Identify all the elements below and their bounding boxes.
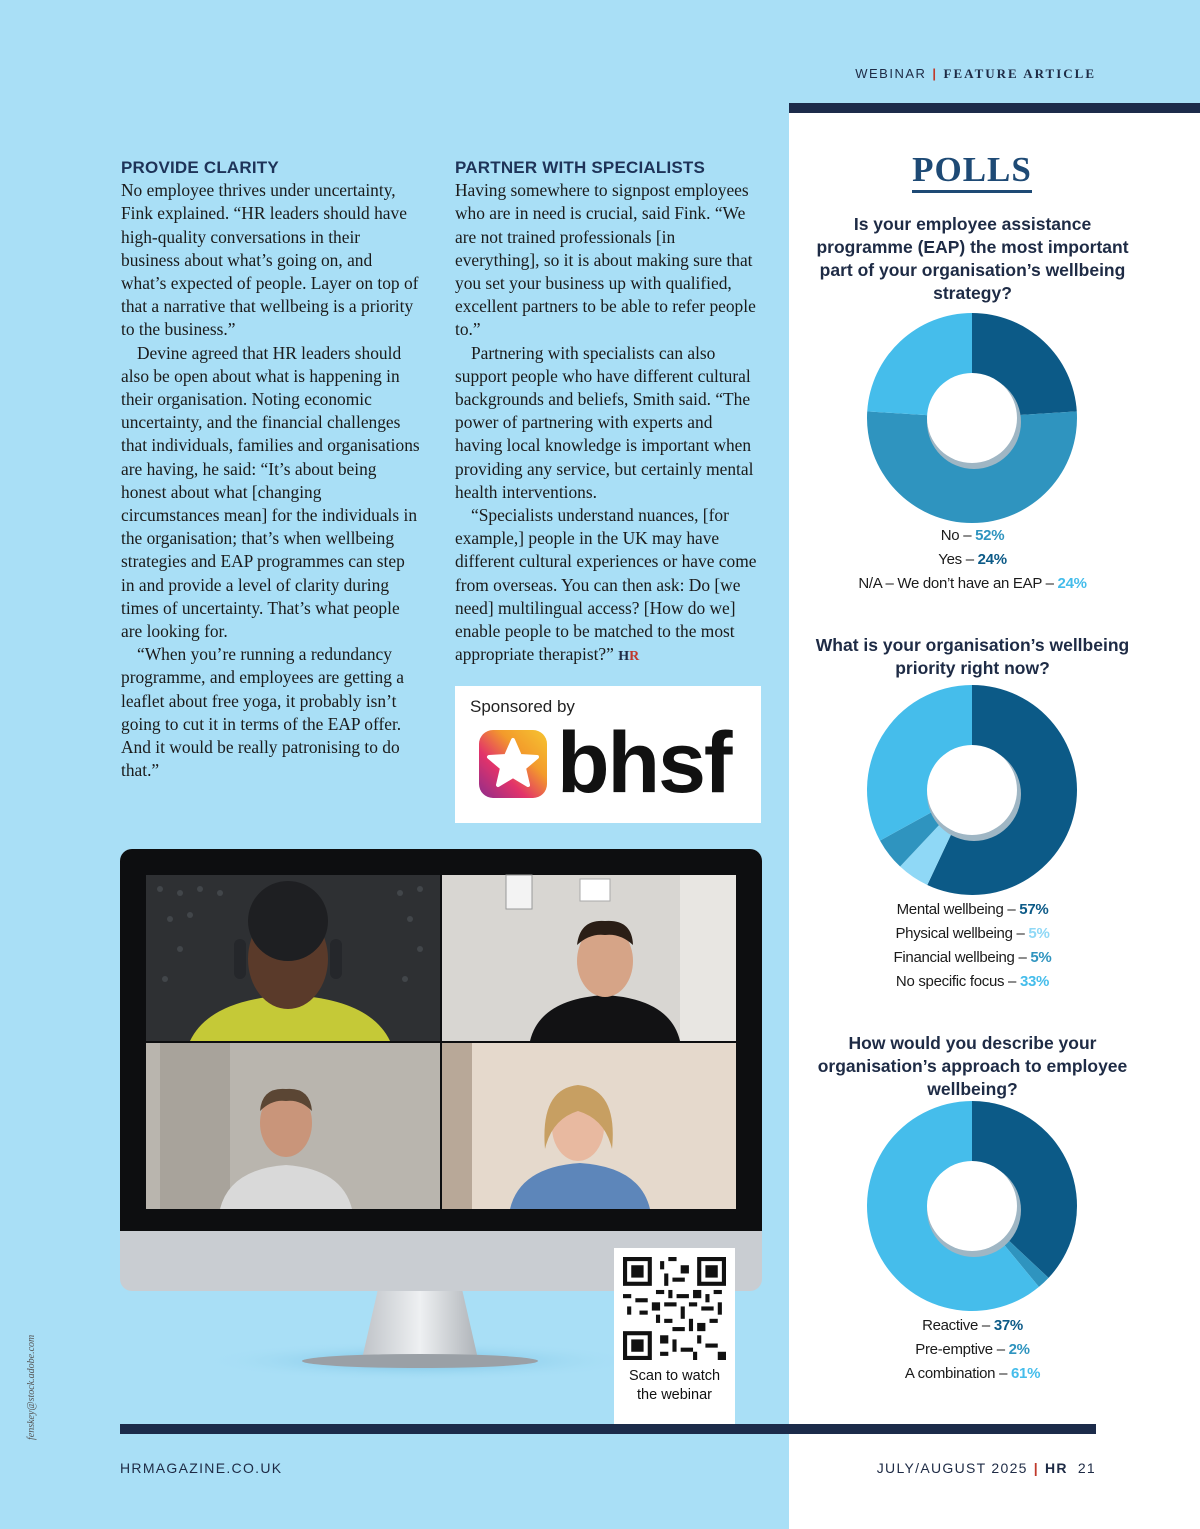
legend-value: 5% [1030,949,1052,966]
section-heading: PROVIDE CLARITY [121,158,279,177]
legend-value: 52% [975,527,1005,544]
legend-item: Yes – 24% [938,551,1007,568]
end-mark-r: R [629,649,640,665]
sponsor-brand: bhsf [557,715,731,811]
legend-value: 5% [1028,925,1050,942]
legend-value: 24% [977,551,1007,568]
poll-question: How would you describe your organisation’s approach to employee wellbeing? [817,1033,1128,1099]
section-header [855,66,1096,82]
legend-value: 37% [993,1317,1023,1334]
section-heading: PARTNER WITH SPECIALISTS [455,158,706,177]
legend-value: 61% [1010,1365,1041,1382]
legend-value: 57% [1019,901,1049,918]
poll-question: Is your employee assistance programme (EAP) the most important part of your organisation’s wellbeing strategy? [816,214,1129,303]
feature-label: FEATURE ARTICLE [943,66,1096,81]
legend-item: No – 52% [940,527,1005,544]
legend-item: Mental wellbeing – 57% [896,901,1049,918]
page-number: 21 [1077,1460,1096,1476]
legend-value: 2% [1008,1341,1030,1358]
qr-code-icon[interactable] [623,1257,726,1360]
legend-item: Physical wellbeing – 5% [895,925,1050,942]
donut-hole [927,1161,1017,1251]
poll-donut-chart [864,682,1080,898]
donut-hole [927,745,1017,835]
poll-donut-chart [864,310,1080,526]
footer-site-link[interactable]: HRMAGAZINE.CO.UK [120,1460,283,1476]
footer-rule [120,1424,1096,1434]
legend-item: Pre-emptive – 2% [915,1341,1030,1358]
footer-separator: | [1033,1460,1039,1476]
legend-item: N/A – We don’t have an EAP – 24% [858,575,1087,592]
paragraph: Devine agreed that HR leaders should also be open about what is happening in their organisation. Noting economic uncertainty, and the financial challenges that individuals, families and organisations are having, he said: “It’s about being honest about what [changing circumstances mean] for the individuals in the organisation; that’s when wellbeing strategies and EAP programmes can step in and provide a level of clarity during times of uncertainty. That’s what people are looking for. [121,342,420,642]
legend-item: No specific focus – 33% [895,973,1050,990]
qr-box[interactable] [614,1248,735,1424]
legend-value: 33% [1019,973,1050,990]
legend-item: Financial wellbeing – 5% [893,949,1052,966]
article-column-1 [121,156,421,782]
donut-hole [927,373,1017,463]
issue-date: JULY/AUGUST 2025 [876,1460,1028,1476]
qr-caption-line: the webinar [637,1387,712,1403]
sponsor-box[interactable] [455,686,761,823]
section-label: WEBINAR [855,66,927,81]
paragraph: “When you’re running a redundancy programme, and employees are getting a leaflet about free yoga, it probably isn’t going to cut it in terms of the EAP offer. And it would be really patronising to do that.” [121,644,404,781]
poll-legend [815,898,1130,994]
article-column-2 [455,156,763,668]
legend-value: 24% [1057,575,1087,592]
poll-legend [815,1314,1130,1386]
legend-item: Reactive – 37% [922,1317,1023,1334]
footer-issue [877,1460,1096,1476]
end-mark-h: H [618,649,630,665]
paragraph [455,504,763,668]
sponsor-label: Sponsored by [470,697,575,716]
legend-item: A combination – 61% [904,1365,1041,1382]
header-separator: | [932,66,938,81]
poll-legend [815,524,1130,596]
bhsf-star-icon [479,730,547,803]
polls-title: POLLS [789,150,1155,190]
paragraph: Having somewhere to signpost employees who are in need is crucial, said Fink. “We are not trained professionals [in everything], so it is about making sure that you set your business up with qualified, excellent partners to be able to refer people to.” [455,180,756,340]
footer-brand: HR [1044,1460,1068,1476]
sidebar-top-rule [789,103,1200,113]
qr-caption-line: Scan to watch [628,1368,721,1384]
poll-donut-chart [864,1098,1080,1314]
photo-credit: fenskey@stock.adobe.com [26,1334,37,1440]
paragraph-text: “Specialists understand nuances, [for example,] people in the UK may have different cultural experiences or have come from overseas. You can then ask: Do [we need] multilingual access? [How do we] enable people to be matched to the most appropriate therapist?” [455,505,757,665]
paragraph: Partnering with specialists can also support people who have different cultural backgrounds and beliefs, Smith said. “The power of partnering with experts and having local knowledge is important when providing any service, but certainly mental health interventions. [455,342,754,502]
paragraph: No employee thrives under uncertainty, Fink explained. “HR leaders should have high-quality conversations in their business about what’s going on, and what’s expected of people. Layer on top of that a narrative that wellbeing is a priority to the business.” [121,180,419,340]
hr-end-mark [618,649,639,664]
poll-question: What is your organisation’s wellbeing priority right now? [815,635,1130,678]
qr-caption [614,1367,735,1405]
